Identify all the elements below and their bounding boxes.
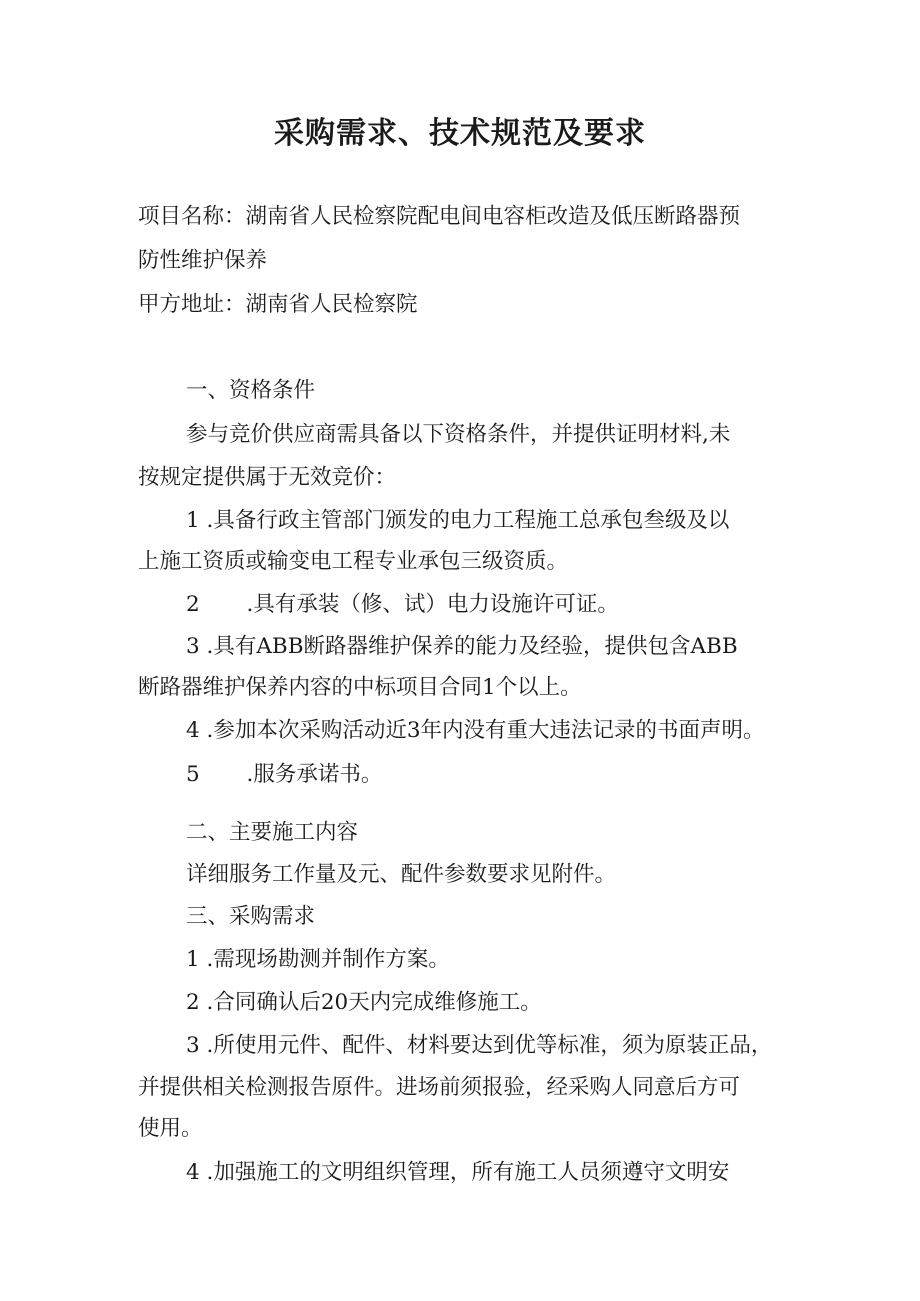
item-number: 1: [186, 508, 200, 533]
qualification-item-2: [186, 590, 619, 620]
section-2-heading: 二、主要施工内容: [186, 820, 359, 845]
qualification-item-1-line-2: 上施工资质或输变电工程专业承包三级资质。: [138, 549, 569, 574]
item-text: .合同确认后20天内完成维修施工。: [206, 990, 542, 1015]
item-text: .需现场勘测并制作方案。: [206, 947, 450, 972]
qualification-item-5: [186, 760, 382, 790]
section-1-intro-line-1: 参与竞价供应商需具备以下资格条件，并提供证明材料,未: [186, 422, 731, 447]
requirement-item-4: [186, 1158, 729, 1188]
item-number: 5: [186, 762, 200, 787]
item-number: 4: [186, 718, 200, 743]
item-text: .服务承诺书。: [246, 762, 383, 787]
requirement-item-1: [186, 945, 450, 975]
qualification-item-3-line-2: 断路器维护保养内容的中标项目合同1个以上。: [138, 675, 582, 700]
section-1-intro-line-2: 按规定提供属于无效竞价：: [138, 465, 397, 490]
item-number: 2: [186, 592, 200, 617]
item-text: .具有承装（修、试）电力设施许可证。: [246, 592, 619, 617]
item-text: .具有ABB断路器维护保养的能力及经验，提供包含ABB: [206, 634, 738, 659]
item-text: .加强施工的文明组织管理，所有施工人员须遵守文明安: [206, 1160, 730, 1185]
qualification-item-1: [186, 506, 729, 536]
project-name-line-2: 防性维护保养: [138, 248, 268, 273]
item-number: 3: [186, 1033, 200, 1058]
qualification-item-4: [186, 716, 765, 746]
party-a-address: 甲方地址：湖南省人民检察院: [138, 292, 418, 317]
item-number: 2: [186, 990, 200, 1015]
item-number: 4: [186, 1160, 200, 1185]
item-number: 3: [186, 634, 200, 659]
section-3-heading: 三、采购需求: [186, 904, 316, 929]
section-2-body: 详细服务工作量及元、配件参数要求见附件。: [186, 862, 617, 887]
requirement-item-2: [186, 988, 542, 1018]
requirement-item-3-line-3: 使用。: [138, 1116, 203, 1141]
item-text: .所使用元件、配件、材料要达到优等标准，须为原装正品，: [206, 1033, 773, 1058]
item-text: .具备行政主管部门颁发的电力工程施工总承包叁级及以: [206, 508, 730, 533]
section-1-heading: 一、资格条件: [186, 378, 316, 403]
requirement-item-3-line-2: 并提供相关检测报告原件。进场前须报验，经采购人同意后方可: [138, 1075, 741, 1100]
qualification-item-3: [186, 632, 738, 662]
page-title: 采购需求、技术规范及要求: [274, 116, 646, 151]
item-text: .参加本次采购活动近3年内没有重大违法记录的书面声明。: [206, 718, 765, 743]
requirement-item-3: [186, 1031, 772, 1061]
item-number: 1: [186, 947, 200, 972]
project-name-line-1: 项目名称：湖南省人民检察院配电间电容柜改造及低压断路器预: [138, 204, 741, 229]
